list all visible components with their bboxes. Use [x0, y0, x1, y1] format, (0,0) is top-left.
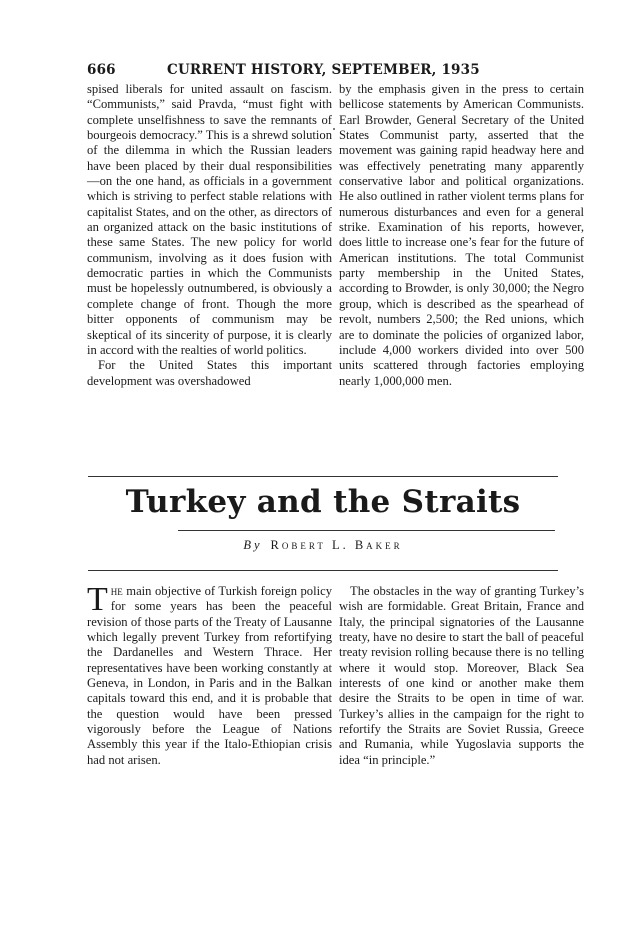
print-speck	[333, 128, 335, 130]
journal-title: CURRENT HISTORY, SEPTEMBER, 1935	[167, 62, 480, 78]
paragraph: by the emphasis given in the press to certain bellicose statements by American Communists. Earl Browder, General Secretary of the United States Communist party, asserted that the movement was gaining rapid headway here and was effectively penetrating many apparently conservative labor and political organizations. He also outlined in rather violent terms plans for numerous disturbances and even for a general strike. Examination of his reports, however, does little to increase one’s fear for the future of American institutions. The total Communist party membership in the United States, according to Browder, is only 30,000; the Negro group, which is described as the spearhead of revolt, numbers 2,500; the Red unions, which are to dominate the policies of organized labor, include 4,000 workers divided into over 500 units scattered through factories employing nearly 1,000,000 men.	[339, 82, 584, 388]
byline-divider	[88, 570, 558, 571]
paragraph	[87, 581, 332, 768]
author-name: Robert L. Baker	[270, 538, 403, 552]
top-left-column	[87, 82, 332, 389]
article-left-column	[87, 581, 332, 768]
paragraph: The obstacles in the way of granting Turkey’s wish are formidable. Great Britain, France and Italy, the principal signatories of the Lausanne treaty, have no desire to start the ball of peaceful treaty revision rolling because there is no telling where it would stop. Moreover, Black Sea interests of one kind or another make them desire the Straits to be open in time of war. Turkey’s allies in the campaign for the right to refortify the Straits are Soviet Russia, Greece and Rumania, while Yugoslavia supports the idea “in principle.”	[339, 584, 584, 767]
section-divider	[88, 476, 558, 477]
drop-cap: T	[87, 581, 108, 618]
running-header	[87, 62, 487, 78]
paragraph-text: main objective of Turkish foreign policy for some years has been the peaceful revision of those parts of the Treaty of Lausanne which legally prevent Turkey from refortifying the Dardanelles and Western Thrace. Her representatives have been working constantly at Geneva, in London, in Paris and in the Balkan capitals toward this end, and it is probable that the question would have been pressed vigorously before the League of Nations Assembly this year if the Italo-Ethiopian crisis had not arisen.	[87, 584, 332, 767]
article-title: Turkey and the Straits	[125, 484, 521, 520]
page-number: 666	[87, 62, 116, 78]
lead-in: he	[110, 584, 123, 598]
byline	[88, 538, 558, 553]
article-right-column	[339, 584, 584, 768]
paragraph: spised liberals for united assault on fascism. “Communists,” said Pravda, “must fight with complete unselfishness to save the remnants of bourgeois democracy.” This is a shrewd solution of the dilemma in which the Russian leaders have been placed by their dual responsibilities—on the one hand, as officials in a government which is striving to perfect stable relations with capitalist States, and on the other, as directors of an organized attack on the basic institutions of these same States. The new policy for world communism, involving as it does fusion with democratic parties in which the Communists must be hopelessly outnumbered, is obviously a complete change of front. Though the more bitter opponents of communism may be skeptical of its sincerity of purpose, it is clearly in accord with the realties of world politics.	[87, 82, 332, 357]
paragraph: For the United States this important development was overshadowed	[87, 358, 332, 388]
title-underline	[178, 530, 555, 531]
top-right-column	[339, 82, 584, 389]
byline-prefix: By	[243, 538, 263, 552]
